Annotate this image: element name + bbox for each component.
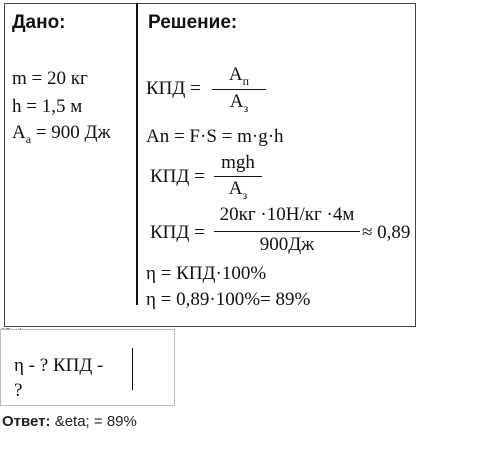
useful-work-numerator: $A_п$ xyxy=(228,64,250,88)
efficiency-label-1: КПД = xyxy=(146,78,201,99)
given-mass: m = 20 кг xyxy=(12,68,88,89)
given-height: h = 1,5 м xyxy=(12,96,83,117)
efficiency-label-2: КПД = xyxy=(150,166,205,187)
useful-work-formula: An = F·S = m·g·h xyxy=(146,126,284,147)
answer-line xyxy=(2,413,137,430)
fraction-bar-3 xyxy=(214,231,360,232)
given-solution-divider xyxy=(136,3,138,305)
total-work-denominator-2: $A_з$ xyxy=(228,178,248,202)
eta-formula: η = КПД·100% xyxy=(146,263,267,284)
find-divider xyxy=(132,348,133,390)
find-line-1: η - ? КПД - xyxy=(14,355,104,376)
fraction-bar-2 xyxy=(214,176,262,177)
given-work: $A_a = 900$ Дж xyxy=(12,122,111,146)
fraction-bar-1 xyxy=(212,89,266,90)
efficiency-label-3: КПД = xyxy=(150,222,205,243)
numeric-numerator: 20кг ·10Н/кг ·4м xyxy=(219,204,355,225)
answer-value: &eta; = 89% xyxy=(50,413,137,430)
given-header: Дано: xyxy=(12,12,66,33)
approx-result: ≈ 0,89 xyxy=(362,222,411,243)
mgh-numerator: mgh xyxy=(221,152,255,173)
solution-header: Решение: xyxy=(148,12,238,33)
eta-result: η = 0,89·100%= 89% xyxy=(146,289,311,310)
numeric-denominator: 900Дж xyxy=(259,234,315,255)
find-line-2: ? xyxy=(14,380,23,401)
total-work-denominator: $A_з$ xyxy=(229,91,249,115)
answer-label: Ответ: xyxy=(2,413,51,430)
